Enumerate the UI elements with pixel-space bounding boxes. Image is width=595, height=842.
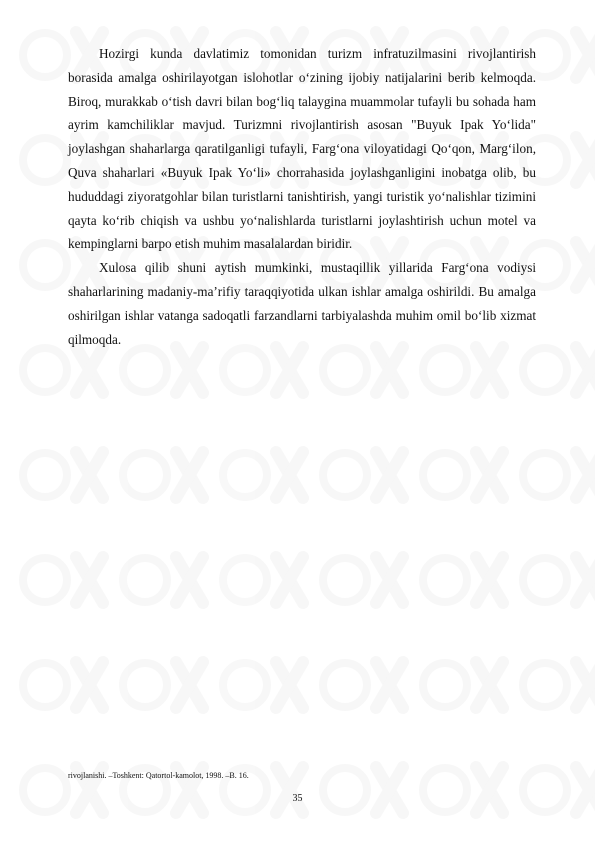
watermark-mark xyxy=(223,347,303,393)
watermark-ring xyxy=(223,663,267,707)
watermark-ring xyxy=(23,33,67,77)
watermark-diagonal xyxy=(576,347,595,393)
paragraph-conclusion: Xulosa qilib shuni aytish mumkinki, mustaqillik yillarida Farg‘ona vodiysi shaharlarining madaniy-ma’rifiy taraqqiyotida ulkan ishlar amalga oshirildi. Bu amalga oshirilgan ishlar vatanga sadoqatli farzandlarni tarbiyalashda muhim omil bo‘lib xizmat qilmoqda. xyxy=(68,260,536,347)
watermark-diagonal xyxy=(376,452,403,498)
watermark-ring xyxy=(223,558,267,602)
watermark-diagonal xyxy=(176,452,203,498)
watermark-ring xyxy=(423,558,467,602)
watermark-diagonal xyxy=(576,347,595,393)
watermark-ring xyxy=(523,558,567,602)
watermark-mark xyxy=(323,557,403,603)
watermark-mark xyxy=(23,662,103,708)
watermark-ring xyxy=(223,348,267,392)
watermark-diagonal xyxy=(76,347,103,393)
watermark-diagonal xyxy=(376,662,403,708)
watermark-mark xyxy=(523,662,595,708)
watermark-diagonal xyxy=(576,557,595,603)
watermark-diagonal xyxy=(276,662,303,708)
watermark-ring xyxy=(23,348,67,392)
watermark-diagonal xyxy=(576,137,595,183)
watermark-mark xyxy=(423,452,503,498)
watermark-diagonal xyxy=(576,662,595,708)
watermark-mark xyxy=(423,557,503,603)
watermark-diagonal xyxy=(276,662,303,708)
watermark-diagonal xyxy=(76,452,103,498)
watermark-diagonal xyxy=(576,137,595,183)
watermark-diagonal xyxy=(76,662,103,708)
watermark-ring xyxy=(323,558,367,602)
watermark-diagonal xyxy=(376,662,403,708)
footnote-reference: rivojlanishi. –Toshkent: Qatortol-kamolot, 1998. –B. 16. xyxy=(68,771,249,780)
watermark-mark xyxy=(223,452,303,498)
watermark-diagonal xyxy=(476,662,503,708)
watermark-mark xyxy=(523,347,595,393)
watermark-ring xyxy=(523,453,567,497)
watermark-diagonal xyxy=(176,662,203,708)
watermark-diagonal xyxy=(576,32,595,78)
watermark-diagonal xyxy=(76,347,103,393)
watermark-diagonal xyxy=(76,452,103,498)
watermark-ring xyxy=(23,138,67,182)
watermark-diagonal xyxy=(376,347,403,393)
watermark-mark xyxy=(123,557,203,603)
watermark-diagonal xyxy=(476,347,503,393)
watermark-diagonal xyxy=(276,557,303,603)
watermark-mark xyxy=(323,662,403,708)
watermark-diagonal xyxy=(176,347,203,393)
watermark-mark xyxy=(223,662,303,708)
watermark-ring xyxy=(23,663,67,707)
watermark-ring xyxy=(123,558,167,602)
watermark-diagonal xyxy=(376,557,403,603)
watermark-diagonal xyxy=(176,452,203,498)
watermark-ring xyxy=(423,348,467,392)
watermark-mark xyxy=(23,347,103,393)
watermark-diagonal xyxy=(76,662,103,708)
watermark-diagonal xyxy=(476,452,503,498)
watermark-ring xyxy=(123,348,167,392)
watermark-diagonal xyxy=(376,557,403,603)
watermark-mark xyxy=(223,557,303,603)
watermark-diagonal xyxy=(576,452,595,498)
watermark-diagonal xyxy=(476,557,503,603)
watermark-diagonal xyxy=(576,452,595,498)
watermark-mark xyxy=(523,452,595,498)
watermark-diagonal xyxy=(76,557,103,603)
watermark-ring xyxy=(323,453,367,497)
watermark-diagonal xyxy=(176,662,203,708)
watermark-ring xyxy=(23,243,67,287)
watermark-ring xyxy=(223,453,267,497)
watermark-diagonal xyxy=(576,662,595,708)
watermark-ring xyxy=(23,453,67,497)
watermark-diagonal xyxy=(76,557,103,603)
watermark-ring xyxy=(523,663,567,707)
watermark-mark xyxy=(523,557,595,603)
watermark-mark xyxy=(423,347,503,393)
watermark-ring xyxy=(23,558,67,602)
watermark-mark xyxy=(23,557,103,603)
watermark-mark xyxy=(123,452,203,498)
watermark-mark xyxy=(23,452,103,498)
watermark-diagonal xyxy=(576,242,595,288)
watermark-diagonal xyxy=(276,347,303,393)
watermark-diagonal xyxy=(476,557,503,603)
watermark-mark xyxy=(123,347,203,393)
watermark-ring xyxy=(123,663,167,707)
watermark-ring xyxy=(23,768,67,812)
watermark-diagonal xyxy=(576,767,595,813)
watermark-diagonal xyxy=(176,347,203,393)
watermark-diagonal xyxy=(576,242,595,288)
watermark-diagonal xyxy=(276,557,303,603)
watermark-ring xyxy=(523,348,567,392)
watermark-diagonal xyxy=(576,557,595,603)
watermark-mark xyxy=(123,662,203,708)
watermark-diagonal xyxy=(476,452,503,498)
watermark-diagonal xyxy=(576,767,595,813)
watermark-mark xyxy=(323,452,403,498)
watermark-diagonal xyxy=(176,557,203,603)
watermark-diagonal xyxy=(276,347,303,393)
watermark-ring xyxy=(323,663,367,707)
watermark-diagonal xyxy=(476,347,503,393)
document-page-body xyxy=(68,42,536,351)
watermark-diagonal xyxy=(276,452,303,498)
page-number: 35 xyxy=(292,793,303,804)
watermark-mark xyxy=(323,347,403,393)
watermark-ring xyxy=(423,453,467,497)
watermark-diagonal xyxy=(476,662,503,708)
watermark-ring xyxy=(323,348,367,392)
watermark-ring xyxy=(423,663,467,707)
watermark-mark xyxy=(423,662,503,708)
paragraph-tourism-infrastructure: Hozirgi kunda davlatimiz tomonidan turizm infratuzilmasini rivojlantirish borasida amalga oshirilayotgan islohotlar o‘zining ijobiy natijalarini berib kelmoqda. Biroq, murakkab o‘tish davri bilan bog‘liq talaygina muammolar tufayli bu sohada ham ayrim kamchiliklar mavjud. Turizmni rivojlantirish asosan "Buyuk Ipak Yo‘lida" joylashgan shaharlarga qaratilganligi tufayli, Farg‘ona viloyatidagi Qo‘qon, Marg‘ilon, Quva shaharlari «Buyuk Ipak Yo‘li» chorrahasida joylashganligini inobatga olib, bu hududdagi ziyoratgohlar bilan turistlarni tanishtirish, yangi turistik yo‘nalishlar tizimini qayta ko‘rib chiqish va ushbu yo‘nalishlarda turistlarni joylashtirish uchun motel va kempinglarni barpo etish muhim masalalardan biridir. xyxy=(68,46,536,252)
watermark-diagonal xyxy=(576,32,595,78)
watermark-ring xyxy=(123,453,167,497)
watermark-diagonal xyxy=(376,347,403,393)
watermark-diagonal xyxy=(176,557,203,603)
watermark-diagonal xyxy=(376,452,403,498)
watermark-diagonal xyxy=(276,452,303,498)
